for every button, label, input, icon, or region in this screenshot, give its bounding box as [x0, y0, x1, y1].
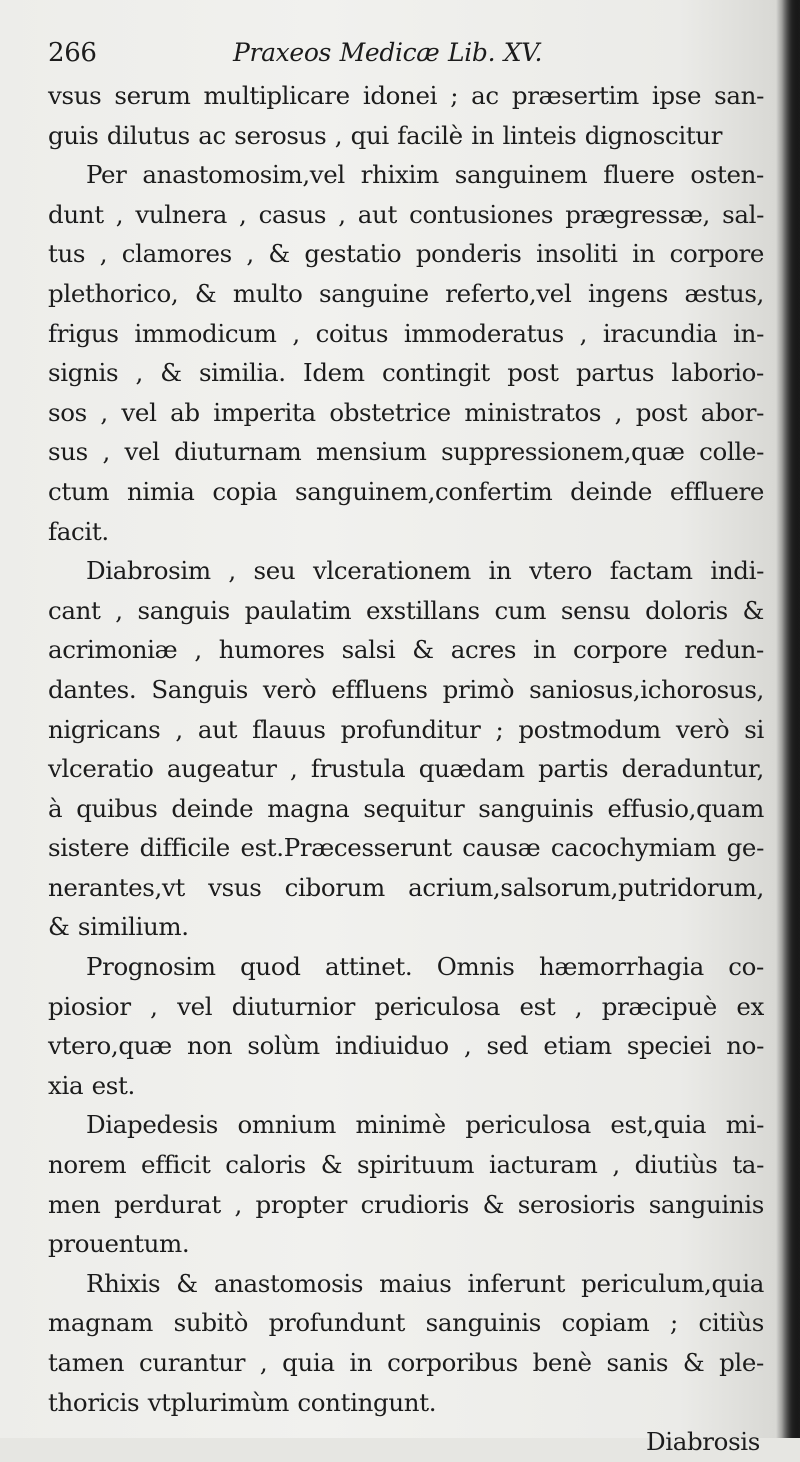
- text-line: vtero,quæ non solùm indiuiduo , sed etiam speciei no-: [48, 1031, 764, 1061]
- text-line: cant , sanguis paulatim exstillans cum sensu doloris &: [48, 595, 764, 625]
- text-line: Prognosim quod attinet. Omnis hæmorrhagia co-: [86, 952, 764, 982]
- text-line: à quibus deinde magna sequitur sanguinis effusio,quam: [48, 793, 764, 823]
- text-line: tus , clamores , & gestatio ponderis insoliti in corpore: [48, 239, 764, 269]
- text-line: sos , vel ab imperita obstetrice ministratos , post abor-: [48, 397, 764, 427]
- text-line: dantes. Sanguis verò effluens primò saniosus,ichorosus,: [48, 674, 764, 704]
- text-line: thoricis vtplurimùm contingunt.: [48, 1387, 437, 1417]
- text-line: nerantes,vt vsus ciborum acrium,salsorum,putridorum,: [48, 872, 764, 902]
- text-block: [48, 30, 764, 1462]
- text-line: plethorico, & multo sanguine referto,vel ingens æstus,: [48, 278, 764, 308]
- text-line: sus , vel diuturnam mensium suppressionem,quæ colle-: [48, 437, 764, 467]
- running-title: Praxeos Medicæ Lib. XV.: [233, 38, 543, 67]
- text-line: guis dilutus ac serosus , qui facilè in linteis dignoscitur: [48, 120, 723, 150]
- text-line: nigricans , aut flauus profunditur ; postmodum verò si: [48, 714, 764, 744]
- text-line: frigus immodicum , coitus immoderatus , iracundia in-: [48, 318, 764, 348]
- text-line: men perdurat , propter crudioris & serosioris sanguinis: [48, 1189, 764, 1219]
- paragraph: [48, 947, 764, 1105]
- running-head: [48, 30, 764, 76]
- catchword: Diabrosis: [645, 1427, 760, 1457]
- text-line: tamen curantur , quia in corporibus benè sanis & ple-: [48, 1348, 764, 1377]
- text-line: norem efficit caloris & spirituum iacturam , diutiùs ta-: [48, 1150, 764, 1180]
- text-line: vlceratio augeatur , frustula quædam partis deraduntur,: [48, 754, 764, 784]
- text-line: & similium.: [48, 912, 189, 942]
- text-line: dunt , vulnera , casus , aut contusiones prægressæ, sal-: [48, 199, 764, 229]
- page-edge-shadow: [782, 0, 800, 1438]
- body-text: [48, 76, 764, 1422]
- paragraph: [48, 551, 764, 947]
- paragraph: [48, 155, 764, 551]
- text-line: magnam subitò profundunt sanguinis copiam ; citiùs: [48, 1308, 764, 1338]
- text-line: sistere difficile est.Præcesserunt causæ cacochymiam ge-: [48, 833, 764, 863]
- text-line: facit.: [48, 516, 109, 546]
- text-line: piosior , vel diuturnior periculosa est , præcipuè ex: [48, 991, 764, 1021]
- text-line: Diabrosim , seu vlcerationem in vtero factam indi-: [86, 556, 764, 586]
- paragraph: [48, 76, 764, 155]
- text-line: prouentum.: [48, 1229, 190, 1259]
- text-line: Per anastomosim,vel rhixim sanguinem fluere osten-: [86, 160, 764, 190]
- text-line: acrimoniæ , humores salsi & acres in corpore redun-: [48, 635, 764, 665]
- paragraph: [48, 1264, 764, 1422]
- text-line: Diapedesis omnium minimè periculosa est,quia mi-: [86, 1110, 764, 1140]
- paragraph: [48, 1105, 764, 1263]
- text-line: signis , & similia. Idem contingit post partus laborio-: [48, 358, 764, 388]
- text-line: Rhixis & anastomosis maius inferunt periculum,quia: [86, 1268, 764, 1298]
- text-line: xia est.: [48, 1070, 135, 1100]
- page-number: 266: [48, 38, 97, 68]
- text-line: vsus serum multiplicare idonei ; ac præsertim ipse san-: [48, 81, 764, 110]
- text-line: ctum nimia copia sanguinem,confertim deinde effluere: [48, 476, 764, 506]
